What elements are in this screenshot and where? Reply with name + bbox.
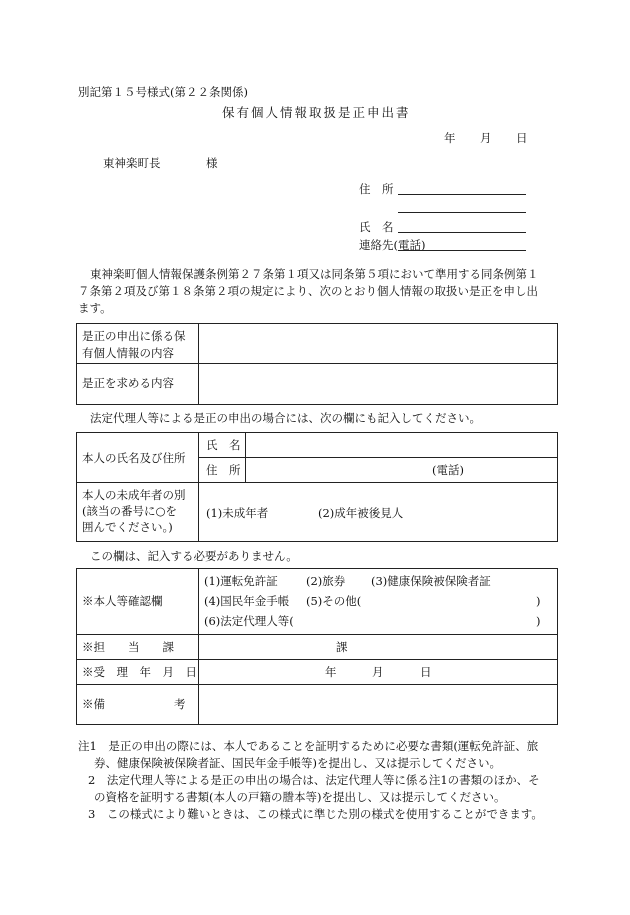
table1-row1-label-1: 是正の申出に係る保 [82,329,186,343]
id-doc-proxy: (6)法定代理人等( [204,614,294,628]
principal-address-label: 住 所 [206,463,241,477]
received-day: 日 [420,665,432,679]
proxy-note: 法定代理人等による是正の申出の場合には、次の欄にも記入してください。 [90,411,481,425]
table3-line-3 [76,684,557,685]
table2-row2-label-1: 本人の未成年者の別 [82,488,186,502]
correction-request-content-field[interactable] [200,365,554,401]
id-check-label: ※本人等確認欄 [82,594,163,608]
id-doc-pension: (4)国民年金手帳 [204,594,290,608]
principal-name-field[interactable] [248,434,554,456]
remarks-label: ※備 考 [82,697,186,711]
table2-row2-label-2: (該当の番号に○を [82,504,178,518]
principal-phone-label: (電話) [432,463,464,477]
applicant-contact-label: 連絡先(電話) [359,238,426,252]
table2-divider [198,432,199,541]
applicant-name-label: 氏 名 [359,220,394,234]
received-year: 年 [325,665,337,679]
form-title: 保有個人情報取扱是正申出書 [222,105,411,120]
table2-subrow-line [198,457,557,458]
applicant-address-field[interactable] [398,194,526,195]
applicant-name-field[interactable] [398,232,526,233]
principal-address-field[interactable] [248,459,554,481]
date-year-label: 年 [444,131,456,145]
addressee-name: 東神楽町長 [103,156,161,170]
note-1-line-2: 券、健康保険被保険者証、国民年金手帳等)を提出し、又は提示してください。 [94,756,501,770]
table1-row2-label: 是正を求める内容 [82,376,174,390]
received-month: 月 [372,665,384,679]
table2-row-line [76,482,557,483]
body-line-3: ます。 [78,301,112,315]
table3-line-1 [76,634,557,635]
note-1-line-1: 注1 是正の申出の際には、本人であることを証明するために必要な書類(運転免許証、旅 [78,739,539,753]
id-doc-license: (1)運転免許証 [204,574,278,588]
id-doc-passport: (2)旅券 [306,574,346,588]
applicant-contact-field[interactable] [398,250,526,251]
table1-row1-label-2: 有個人情報の内容 [82,346,174,360]
applicant-address-label: 住 所 [359,182,394,196]
table2-row2-label-3: 囲んでください。) [82,520,173,534]
principal-name-label: 氏 名 [206,438,241,452]
option-adult-ward[interactable]: (2)成年被後見人 [318,506,404,520]
date-month-label: 月 [480,131,492,145]
applicant-address-field-2[interactable] [398,212,526,213]
option-minor[interactable]: (1)未成年者 [206,506,269,520]
table1-row-line [76,363,557,364]
no-entry-note: この欄は、記入する必要がありません。 [90,549,298,563]
table3-divider [198,568,199,724]
id-doc-proxy-close: ) [536,614,541,628]
id-doc-health-insurance: (3)健康保険被保険者証 [371,574,491,588]
note-2-line-2: の資格を証明する書類(本人の戸籍の謄本等)を提出し、又は提示してください。 [94,790,506,804]
staff-dept-value: 課 [336,640,348,654]
addressee-honorific: 様 [206,156,218,170]
staff-dept-label: ※担 当 課 [82,640,174,654]
form-number: 別記第１５号様式(第２２条関係) [78,85,248,99]
body-line-1: 東神楽町個人情報保護条例第２７条第１項又は同条第５項において準用する同条例第１ [90,267,539,281]
received-date-label: ※受 理 年 月 日 [82,665,197,679]
correction-info-content-field[interactable] [200,325,554,361]
id-doc-other: (5)その他( [306,594,362,608]
date-day-label: 日 [516,131,528,145]
body-line-2: ７条第２項及び第１８条第２項の規定により、次のとおり個人情報の取扱い是正を申し出 [78,284,538,298]
table2-row1-label: 本人の氏名及び住所 [82,451,186,465]
note-3: 3 この様式により難いときは、この様式に準じた別の様式を使用することができます。 [88,807,543,821]
note-2-line-1: 2 法定代理人等による是正の申出の場合は、法定代理人等に係る注1の書類のほか、そ [88,773,540,787]
table3-line-2 [76,659,557,660]
id-doc-other-close: ) [536,594,541,608]
